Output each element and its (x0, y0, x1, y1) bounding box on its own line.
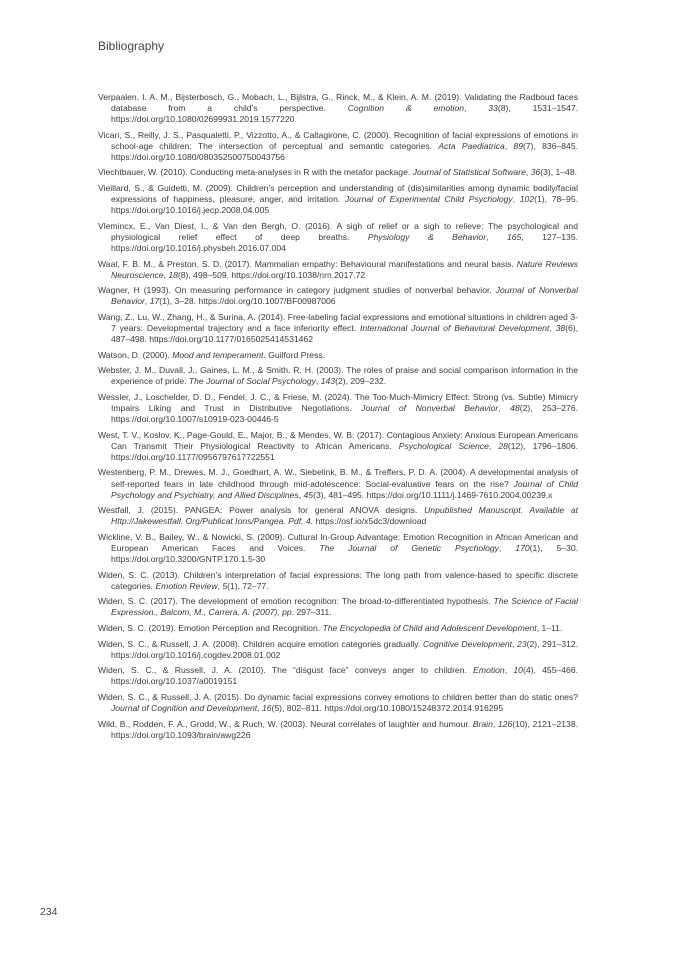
reference-it: Journal of Cognition and Development (111, 703, 258, 714)
reference-list (98, 92, 578, 745)
reference-post: (8), 1531–1547. https://doi.org/10.1080/02699931.2019.1577220 (111, 103, 578, 125)
reference-it: Emotion (473, 665, 505, 676)
reference-mid: . Guilford Press. (263, 349, 326, 360)
reference-post: (2), 291–312. https://doi.org/10.1016/j.cogdev.2008.01.002 (111, 638, 579, 660)
reference-mid: , (525, 167, 531, 178)
reference-it: Journal of Child Psychology and Psychiatry, and Allied Disciplines (111, 478, 578, 500)
reference-mid: , (488, 440, 499, 451)
reference-pre: Westfall, J. (2015). PANGEA: Power analysis for general ANOVA designs. (98, 505, 425, 516)
reference-it: The Encyclopedia of Child and Adolescent Development (322, 623, 537, 634)
reference-entry (98, 719, 578, 741)
reference-entry (98, 570, 578, 592)
reference-it: Acta Paediatrica (438, 140, 505, 151)
reference-mid: , (486, 231, 507, 242)
reference-entry (98, 285, 578, 307)
reference-it: Journal of Experimental Child Psychology (344, 194, 513, 205)
reference-entry (98, 392, 578, 425)
reference-mid: , (298, 489, 304, 500)
reference-mid: , (492, 718, 498, 729)
reference-post: (10), 2121–2138. https://doi.org/10.1093/brain/awg226 (111, 718, 578, 740)
reference-post: , 127–135. https://doi.org/10.1016/j.physbeh.2016.07.004 (111, 231, 579, 253)
reference-vol: 10 (513, 665, 523, 676)
reference-pre: Waal, F. B. M., & Preston, S. D. (2017). Mammalian empathy: Behavioural manifestations and neural basis. (98, 258, 517, 269)
reference-pre: Viechtbauer, W. (2010). Conducting meta-analyses in R with the metafor package. (98, 167, 413, 178)
reference-mid: , (217, 580, 223, 591)
reference-it: Journal of Statistical Software (412, 167, 526, 178)
reference-it: Psychological Science (398, 440, 489, 451)
reference-it: Unpublished Manuscript. Available at Http://Jakewestfall. Org/Publicat Ions/Pangea. Pdf, 4 (111, 505, 578, 527)
reference-entry (98, 365, 578, 387)
running-head-title: Bibliography (98, 39, 165, 53)
reference-pre: Wild, B., Rodden, F. A., Grodd, W., & Ruch, W. (2003). Neural correlates of laughter and humour. (98, 718, 473, 729)
reference-post: (2), 253–276. https://doi.org/10.1007/s10919-023-00446-5 (111, 403, 579, 425)
reference-pre: Widen, S. C. (2017). The development of emotion recognition: The broad-to-differentiated hypothesis. (98, 596, 494, 607)
reference-post: (1), 78–95. https://doi.org/10.1016/j.jecp.2008.04.005 (111, 194, 578, 216)
reference-it: Cognition & emotion (347, 103, 465, 114)
reference-it: Mood and temperament (172, 349, 264, 360)
reference-it: Emotion Review (155, 580, 218, 591)
reference-vol: 23 (517, 638, 527, 649)
reference-pre: Wagner, H (1993). On measuring performance in category judgment studies of nonverbal behavior. (98, 285, 496, 296)
reference-pre: Widen, S. C. (2013). Children’s interpretation of facial expressions: The long path from valence-based to specific discrete categories. (98, 569, 578, 591)
reference-mid: , (163, 269, 169, 280)
reference-vol: 170 (515, 542, 530, 553)
reference-vol: 36 (530, 167, 541, 178)
reference-entry (98, 259, 578, 281)
reference-it: The Journal of Social Psychology (188, 376, 316, 387)
reference-mid: , (464, 103, 489, 114)
reference-it: The Journal of Genetic Psychology (319, 542, 499, 553)
reference-vol: 89 (513, 140, 524, 151)
reference-post: (1), 5–30. https://doi.org/10.3200/GNTP.170.1.5-30 (111, 542, 578, 564)
reference-mid: , (512, 638, 518, 649)
reference-pre: Wickline, V. B., Bailey, W., & Nowicki, S. (2009). Cultural In-Group Advantage: Emotion Recognition in African American and European American Faces and Voices. (98, 531, 578, 553)
reference-post: (1), 3–28. https://doi.org/10.1007/BF00987006 (159, 296, 336, 307)
reference-mid: , (504, 665, 514, 676)
reference-it: Brain (472, 718, 493, 729)
reference-post: (8), 498–509. https://doi.org/10.1038/nrn.2017.72 (177, 269, 366, 280)
reference-entry (98, 505, 578, 527)
reference-mid: , (504, 140, 514, 151)
reference-pre: Widen, S. C. (2019). Emotion Perception and Recognition. (98, 623, 323, 634)
reference-entry (98, 312, 578, 345)
reference-entry (98, 92, 578, 125)
reference-post: (5), 802–811. https://doi.org/10.1080/15248372.2014.916295 (271, 703, 504, 714)
page-number: 234 (40, 906, 58, 918)
reference-entry (98, 221, 578, 254)
reference-mid: , (315, 376, 321, 387)
reference-entry (98, 623, 578, 634)
reference-it: Journal of Nonverbal Behavior (361, 403, 499, 414)
reference-vol: 28 (498, 440, 508, 451)
reference-mid: , 1–11. (536, 623, 563, 634)
reference-vol: 33 (488, 103, 498, 114)
reference-entry (98, 665, 578, 687)
reference-it: Nature Reviews Neuroscience (111, 258, 579, 280)
reference-pre: Widen, S. C., & Russell, J. A. (2010). The “disgust face” conveys anger to children. (98, 665, 474, 676)
reference-vol: 38 (555, 323, 566, 333)
reference-pre: Wang, Z., Lu, W., Zhang, H., & Surina, A. (2014). Free-labeling facial expressions and emotional situations in children aged 3-7 years: Developmental trajectory and a face inferiority effect. (98, 311, 578, 333)
reference-pre: Widen, S. C., & Russell, J. A. (2015). Do dynamic facial expressions convey emotions to children better than do static ones? (98, 692, 578, 703)
reference-mid: , (549, 323, 556, 333)
reference-post: (1), 72–77. (227, 580, 269, 591)
reference-pre: Webster, J. M., Duvall, J., Gaines, L. M., & Smith, R. H. (2003). The roles of praise and social comparison information in the experience of pride. (98, 365, 578, 387)
reference-entry (98, 430, 578, 463)
reference-pre: Vlemincx, E., Van Diest, I., & Van den Bergh, O. (2016). A sigh of relief or a sigh to relieve: The psychological and physiological relief effect of deep breaths. (98, 220, 578, 242)
reference-entry (98, 130, 578, 163)
reference-post: (3), 481–495. https://doi.org/10.1111/j.1469-7610.2004.00239.x (313, 489, 553, 500)
reference-it: Physiology & Behavior (367, 231, 487, 242)
reference-mid: , (512, 194, 520, 205)
reference-entry (98, 639, 578, 661)
reference-entry (98, 692, 578, 714)
reference-vol: 5 (222, 580, 228, 591)
reference-mid: , (257, 703, 262, 714)
reference-post: (3), 1–48. (540, 167, 577, 178)
reference-entry (98, 532, 578, 565)
reference-it: The Science of Facial Expression., Balcom, M., Carrera, A. (2007), pp (111, 596, 578, 618)
reference-entry (98, 467, 578, 500)
reference-pre: Widen, S. C., & Russell, J. A. (2008). Children acquire emotion categories gradually. (98, 638, 423, 649)
reference-it: Journal of Nonverbal Behavior (111, 285, 578, 307)
reference-mid: , (144, 296, 150, 307)
reference-post: (12), 1796–1806. https://doi.org/10.1177/0956797617722551 (111, 440, 578, 462)
reference-post: (2), 209–232. (335, 376, 387, 387)
reference-vol: 45 (303, 489, 314, 500)
reference-vol: 165 (506, 231, 522, 242)
reference-post: (6), 487–498. https://doi.org/10.1177/0165025414531462 (111, 323, 579, 345)
reference-pre: Watson, D. (2000). (98, 349, 173, 360)
reference-mid: . https://osf.io/x5dc3/download (310, 516, 427, 527)
reference-vol: 126 (497, 718, 513, 729)
reference-post: (7), 836–845. https://doi.org/10.1080/080352500750043756 (111, 140, 578, 162)
reference-vol: 48 (510, 403, 520, 414)
reference-post: (4), 455–466. https://doi.org/10.1037/a0019151 (111, 665, 578, 687)
reference-it: Cognitive Development (422, 638, 513, 649)
reference-mid: , (498, 542, 516, 553)
reference-vol: 102 (519, 194, 535, 205)
reference-entry (98, 350, 578, 361)
reference-it: International Journal of Behavioral Development (360, 323, 550, 333)
reference-pre: Vieillard, S., & Guidetti, M. (2009). Children’s perception and understanding of (dis)similarities among dynamic bodily/facial expressions of happiness, pleasure, anger, and irritation. (98, 183, 578, 205)
reference-pre: Verpaalen, I. A. M., Bijsterbosch, G., Mobach, L., Bijlstra, G., Rinck, M., & Klein, A. M. (2019). Validating the Radboud faces database from a child’s perspective. (98, 92, 578, 114)
reference-vol: 16 (261, 703, 272, 714)
reference-mid: , (498, 403, 511, 414)
reference-mid: . 297–311. (291, 607, 332, 618)
reference-pre: Westenberg, P. M., Drewes, M. J., Goedhart, A. W., Siebelink, B. M., & Treffers, P. D. A. (2004). A developmental analysis of self-reported fears in late childhood through mid-adolescence: Social-evaluative fears on the rise? (98, 467, 578, 489)
reference-entry (98, 183, 578, 216)
reference-vol: 17 (149, 296, 160, 307)
reference-vol: 143 (320, 376, 336, 387)
reference-pre: West, T. V., Koslov, K., Page-Gould, E., Major, B., & Mendes, W. B. (2017). Contagious Anxiety: Anxious European Americans Can Transmit Their Physiological Reactivity to African Americans. (98, 429, 578, 451)
reference-entry (98, 596, 578, 618)
reference-pre: Vicari, S., Reilly, J. S., Pasqualetti, P., Vizzotto, A., & Caltagirone, C. (2000). Recognition of facial expressions of emotions in school-age children: The intersection of perceptual and semantic categories. (98, 129, 578, 151)
reference-entry (98, 167, 578, 178)
reference-vol: 18 (168, 269, 178, 280)
reference-pre: Wessler, J., Loschelder, D. D., Fendel, J. C., & Friese, M. (2024). The Too-Much-Mimicry Effect: Strong (vs. Subtle) Mimicry Impairs Liking and Trust in Distributive Negotiations. (98, 392, 578, 414)
